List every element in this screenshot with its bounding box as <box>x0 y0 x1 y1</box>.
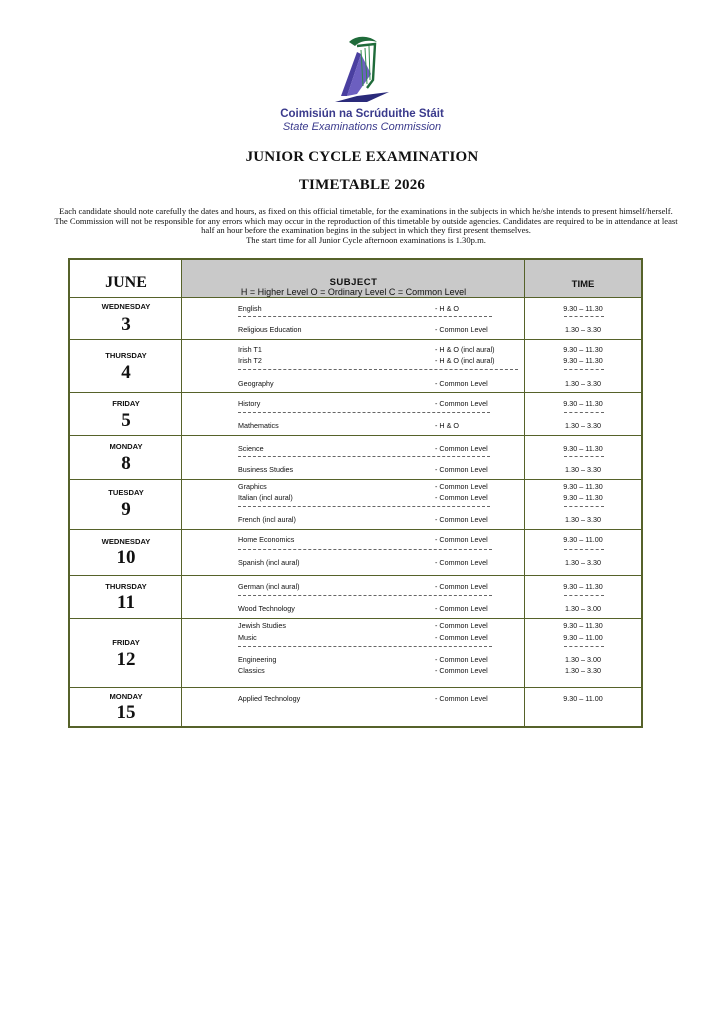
time-header-cell <box>525 260 641 298</box>
divider <box>238 595 492 596</box>
divider <box>238 412 490 413</box>
time-cell <box>525 688 641 726</box>
subject-cell <box>182 576 525 618</box>
day-row <box>70 393 641 436</box>
subject-level: - Common Level <box>435 655 488 664</box>
subject-cell <box>182 619 525 687</box>
subject-level: - Common Level <box>435 621 488 630</box>
subject-cell <box>182 298 525 339</box>
subject-level: - Common Level <box>435 399 488 408</box>
month-header-cell <box>70 260 182 298</box>
date-cell <box>70 298 182 339</box>
subject-header: SUBJECT <box>329 277 378 288</box>
exam-time: 1.30 – 3.30 <box>565 379 601 388</box>
date-number: 15 <box>116 702 136 723</box>
divider <box>238 316 492 317</box>
subject-name: Irish T1 <box>238 345 262 354</box>
subject-level: - H & O (incl aural) <box>435 356 495 365</box>
subject-name: Music <box>238 633 257 642</box>
notice-line: The start time for all Junior Cycle afternoon examinations is 1.30p.m. <box>246 234 486 245</box>
divider <box>564 646 604 647</box>
exam-time: 9.30 – 11.30 <box>563 621 603 630</box>
date-number: 8 <box>121 453 131 474</box>
exam-time: 1.30 – 3.30 <box>565 666 601 675</box>
exam-time: 1.30 – 3.30 <box>565 515 601 524</box>
time-cell <box>525 480 641 529</box>
exam-time: 9.30 – 11.30 <box>563 345 603 354</box>
subject-cell <box>182 340 525 392</box>
divider <box>238 369 518 370</box>
month-label: JUNE <box>105 274 147 291</box>
subject-name: History <box>238 399 261 408</box>
notice-line: The Commission will not be responsible for any errors which may occur in the reproduction of this timetable by outside agencies. Candidates are required to be in attendance at least <box>54 215 678 226</box>
subject-level: - Common Level <box>435 666 488 675</box>
exam-time: 9.30 – 11.30 <box>563 304 603 313</box>
divider <box>564 506 604 507</box>
subject-name: Applied Technology <box>238 694 301 703</box>
date-number: 12 <box>116 649 136 670</box>
subject-name: Spanish (incl aural) <box>238 558 300 567</box>
subject-name: Business Studies <box>238 465 294 474</box>
time-cell <box>525 619 641 687</box>
date-cell <box>70 393 182 435</box>
subject-name: Classics <box>238 666 265 675</box>
subject-level: - Common Level <box>435 558 488 567</box>
page-subtitle: TIMETABLE 2026 <box>298 177 426 193</box>
subject-level: - Common Level <box>435 515 488 524</box>
date-number: 11 <box>117 592 135 613</box>
notice-text <box>50 207 682 245</box>
page-title: JUNIOR CYCLE EXAMINATION <box>245 149 479 165</box>
weekday-label: MONDAY <box>109 442 143 451</box>
exam-time: 1.30 – 3.30 <box>565 558 601 567</box>
subject-level: - Common Level <box>435 493 488 502</box>
subject-name: Italian (incl aural) <box>238 493 293 502</box>
subject-cell <box>182 436 525 479</box>
level-legend: H = Higher Level O = Ordinary Level C = Common Level <box>240 287 467 297</box>
divider <box>564 316 604 317</box>
org-name-english: State Examinations Commission <box>282 121 442 133</box>
subject-name: French (incl aural) <box>238 515 296 524</box>
day-row <box>70 298 641 340</box>
divider <box>564 369 604 370</box>
exam-time: 9.30 – 11.00 <box>563 694 603 703</box>
date-cell <box>70 340 182 392</box>
subject-level: - H & O (incl aural) <box>435 345 495 354</box>
exam-time: 9.30 – 11.00 <box>563 633 603 642</box>
exam-time: 9.30 – 11.30 <box>563 356 603 365</box>
exam-time: 1.30 – 3.30 <box>565 465 601 474</box>
subject-level: - Common Level <box>435 444 488 453</box>
subject-name: Graphics <box>238 482 267 491</box>
exam-time: 9.30 – 11.30 <box>563 482 603 491</box>
subject-level: - Common Level <box>435 535 488 544</box>
time-cell <box>525 436 641 479</box>
divider <box>564 456 604 457</box>
weekday-label: WEDNESDAY <box>101 537 151 546</box>
time-cell <box>525 576 641 618</box>
subject-name: Jewish Studies <box>238 621 286 630</box>
date-number: 3 <box>121 314 131 335</box>
time-cell <box>525 530 641 575</box>
subject-name: German (incl aural) <box>238 582 300 591</box>
divider <box>564 412 604 413</box>
subject-name: Irish T2 <box>238 356 262 365</box>
timetable <box>68 258 643 728</box>
divider <box>238 646 492 647</box>
subject-level: - Common Level <box>435 379 488 388</box>
exam-time: 1.30 – 3.00 <box>565 604 601 613</box>
divider <box>238 506 490 507</box>
time-header: TIME <box>571 279 595 290</box>
date-cell <box>70 530 182 575</box>
divider <box>564 595 604 596</box>
subject-name: Engineering <box>238 655 277 664</box>
weekday-label: THURSDAY <box>105 582 147 591</box>
exam-time: 9.30 – 11.30 <box>563 582 603 591</box>
date-cell <box>70 436 182 479</box>
subject-name: Mathematics <box>238 421 279 430</box>
subject-name: Home Economics <box>238 535 295 544</box>
subject-level: - Common Level <box>435 694 488 703</box>
subject-header-cell <box>182 260 525 298</box>
exam-time: 1.30 – 3.30 <box>565 421 601 430</box>
subject-cell <box>182 530 525 575</box>
harp-icon <box>327 30 397 108</box>
day-row <box>70 530 641 576</box>
date-cell <box>70 480 182 529</box>
exam-time: 9.30 – 11.00 <box>563 535 603 544</box>
subject-name: Geography <box>238 379 274 388</box>
subject-level: - Common Level <box>435 604 488 613</box>
weekday-label: TUESDAY <box>108 488 144 497</box>
time-cell <box>525 340 641 392</box>
date-cell <box>70 619 182 687</box>
subject-name: English <box>238 304 262 313</box>
divider <box>238 456 490 457</box>
subject-cell <box>182 393 525 435</box>
org-name-irish: Coimisiún na Scrúduithe Stáit <box>280 108 444 120</box>
subject-cell <box>182 480 525 529</box>
subject-level: - Common Level <box>435 465 488 474</box>
notice-line: half an hour before the examination begins in the subject in which they first present themselves. <box>201 225 531 236</box>
exam-time: 9.30 – 11.30 <box>563 399 603 408</box>
exam-time: 9.30 – 11.30 <box>563 444 603 453</box>
subject-level: - Common Level <box>435 482 488 491</box>
day-row <box>70 688 641 726</box>
date-number: 5 <box>121 410 131 431</box>
time-cell <box>525 393 641 435</box>
weekday-label: WEDNESDAY <box>101 302 151 311</box>
subject-level: - H & O <box>435 421 459 430</box>
subject-level: - H & O <box>435 304 459 313</box>
day-row <box>70 340 641 393</box>
subject-level: - Common Level <box>435 582 488 591</box>
weekday-label: MONDAY <box>109 692 143 701</box>
exam-time: 1.30 – 3.30 <box>565 325 601 334</box>
subject-level: - Common Level <box>435 633 488 642</box>
exam-time: 9.30 – 11.30 <box>563 493 603 502</box>
day-row <box>70 436 641 480</box>
time-cell <box>525 298 641 339</box>
date-number: 9 <box>121 499 131 520</box>
date-cell <box>70 576 182 618</box>
subject-name: Science <box>238 444 264 453</box>
subject-name: Religious Education <box>238 325 302 334</box>
subject-level: - Common Level <box>435 325 488 334</box>
day-row <box>70 480 641 530</box>
subject-cell <box>182 688 525 726</box>
divider <box>238 549 492 550</box>
date-number: 10 <box>116 547 136 568</box>
day-row <box>70 576 641 619</box>
exam-time: 1.30 – 3.00 <box>565 655 601 664</box>
date-number: 4 <box>121 362 131 383</box>
divider <box>564 549 604 550</box>
weekday-label: FRIDAY <box>112 399 140 408</box>
weekday-label: FRIDAY <box>112 638 140 647</box>
day-row <box>70 619 641 688</box>
date-cell <box>70 688 182 726</box>
notice-line: Each candidate should note carefully the dates and hours, as fixed on this official timetable, for the examinations in the subjects in which he/she intends to present himself/herself. <box>59 206 673 216</box>
subject-name: Wood Technology <box>238 604 295 613</box>
weekday-label: THURSDAY <box>105 351 147 360</box>
